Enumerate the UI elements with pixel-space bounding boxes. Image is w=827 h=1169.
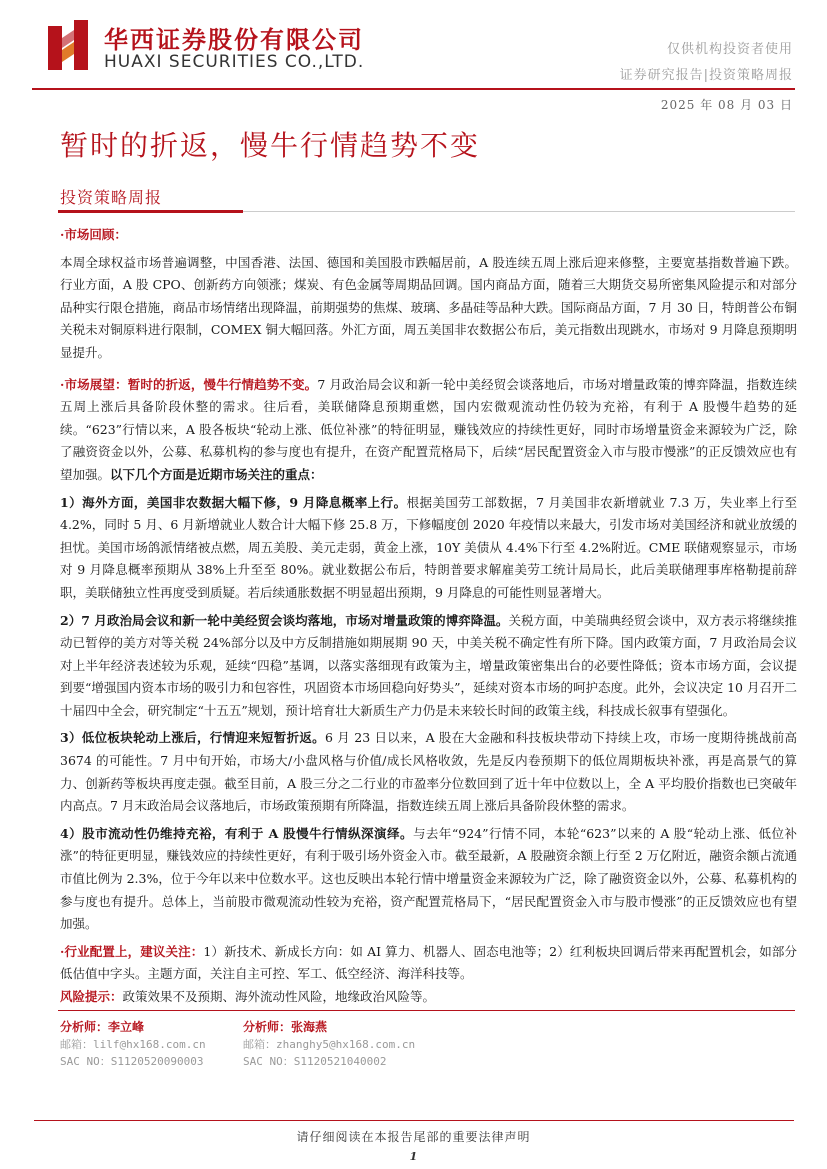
report-body bbox=[60, 224, 797, 1009]
footer-disclaimer: 请仔细阅读在本报告尾部的重要法律声明 bbox=[296, 1130, 531, 1144]
analyst-sac: SAC NO：S1120521040002 bbox=[243, 1055, 387, 1068]
point-item bbox=[60, 492, 797, 605]
company-logo bbox=[48, 20, 94, 70]
report-subtitle: 投资策略周报 bbox=[60, 188, 163, 207]
point-text: 与去年“924”行情不同，本轮“623”以来的 A 股“轮动上涨、低位补涨”的特征更明显，赚钱效应的持续性更好，有利于吸引场外资金入市。截至最新，A 股融资余额上行至 2 万亿附近，融资余额占流通市值比例为 2.3%，位于今年以来中位数水平。这也反映出本轮行情中增量资金来源较为广泛，除了融资资金以外，公募、私募机构的参与度也有提升。总体上，当前股市微观流动性较为充裕，资产配置荒格局下，“居民配置资金入市与股市慢涨”的正反馈效应也有望加强。 bbox=[60, 825, 797, 932]
point-number: 2） bbox=[60, 612, 82, 628]
point-item bbox=[60, 823, 797, 936]
analysts-divider bbox=[58, 1010, 795, 1011]
point-heading: 海外方面，美国非农数据大幅下修，9 月降息概率上行。 bbox=[82, 494, 407, 510]
analyst-name: 分析师：张海燕 bbox=[243, 1020, 328, 1034]
analyst-sac: SAC NO：S1120520090003 bbox=[60, 1055, 204, 1068]
subtitle-divider bbox=[243, 211, 795, 212]
footer-divider bbox=[34, 1120, 794, 1121]
allocation-text: 1）新技术、新成长方向：如 AI 算力、机器人、固态电池等；2）红利板块回调后带来再配置机会，如部分低估值中字头。主题方面，关注自主可控、军工、低空经济、海洋科技等。 bbox=[60, 943, 797, 982]
point-heading: 7 月政治局会议和新一轮中美经贸会谈均落地，市场对增量政策的博弈降温。 bbox=[81, 612, 509, 628]
point-number: 4） bbox=[60, 825, 83, 841]
point-number: 3） bbox=[60, 730, 82, 746]
point-heading: 低位板块轮动上涨后，行情迎来短暂折返。 bbox=[81, 730, 325, 746]
allocation-paragraph bbox=[60, 941, 797, 986]
analyst-email[interactable]: 邮箱：zhanghy5@hx168.com.cn bbox=[243, 1038, 416, 1051]
point-heading: 股市流动性仍维持充裕，有利于 A 股慢牛行情纵深演绎。 bbox=[82, 825, 413, 841]
point-item bbox=[60, 610, 797, 723]
header-divider bbox=[32, 88, 795, 90]
market-outlook-paragraph bbox=[60, 374, 797, 487]
subtitle-underline bbox=[58, 210, 243, 213]
point-text: 6 月 23 日以来，A 股在大金融和科技板块带动下持续上攻，市场一度期待挑战前高 3674 的可能性。7 月中旬开始，市场大/小盘风格与价值/成长风格收敛，先是反内卷预期下的低位周期板块补涨，再是高景气的算力、创新药等板块再度走强。截至目前，A 股三分之二行业的市盈率分位数回到了近十年中位数以上，全 A 平均股价指数也已突破年内高点。7 月末政治局会议落地后，市场政策预期有所降温，指数连续五周上涨后具备阶段休整的需求。 bbox=[60, 730, 797, 814]
point-text: 关税方面，中美瑞典经贸会谈中，双方表示将继续推动已暂停的美方对等关税 24%部分以及中方反制措施如期展期 90 天，中美关税不确定性有所下降。国内政策方面，7 月政治局会议对上半年经济表述较为乐观，延续“四稳”基调，以落实落细现有政策为主，增量政策密集出台的必要性降低；资本市场方面，会议提到要“增强国内资本市场的吸引力和包容性，巩固资本市场回稳向好势头”，延续对资本市场的呵护态度。此外，会议决定 10 月召开二十届四中全会，研究制定“十五五”规划，预计培育壮大新质生产力仍是未来较长时间的政策主线，科技成长叙事有望强化。 bbox=[60, 612, 797, 718]
risk-label: 风险提示： bbox=[60, 989, 123, 1004]
analyst-name: 分析师：李立峰 bbox=[60, 1020, 145, 1034]
market-review-paragraph: 本周全球权益市场普遍调整，中国香港、法国、德国和美国股市跌幅居前，A 股连续五周上涨后迎来修整，主要宽基指数普遍下跌。行业方面，A 股 CPO、创新药方向领涨；煤炭、有色金属等周期品回调。国内商品方面，随着三大期货交易所密集风险提示和对部分品种实行限仓措施，商品市场情绪出现降温，前期强势的焦煤、玻璃、多晶硅等品种大跌。国际商品方面，7 月 30 日，特朗普公布铜关税未对铜原料进行限制，COMEX 铜大幅回落。外汇方面，周五美国非农数据公布后，美元指数出现跳水，市场对 9 月降息预期明显提升。 bbox=[60, 254, 797, 360]
point-text: 根据美国劳工部数据，7 月美国非农新增就业 7.3 万，失业率上行至 4.2%，同时 5 月、6 月新增就业人数合计大幅下修 25.8 万，下修幅度创 2020 年疫情以来最大，引发市场对美国经济和就业放缓的担忧。美国市场鸽派情绪被点燃，周五美股、美元走弱，黄金上涨，10Y 美债从 4.4%下行至 4.2%附近。CME 联储观察显示，市场对 9 月降息概率预期从 38%上升至至 80%。就业数据公布后，特朗普要求解雇美劳工统计局局长，此后美联储理事库格勒提前辞职，美联储独立性再度受到质疑。若后续通胀数据不明显超出预期，9 月降息的可能性则显著增大。 bbox=[60, 494, 797, 600]
point-number: 1） bbox=[60, 494, 83, 510]
risk-paragraph bbox=[60, 986, 797, 1009]
analyst-email[interactable]: 邮箱：lilf@hx168.com.cn bbox=[60, 1038, 206, 1051]
company-name-en: HUAXI SECURITIES CO.,LTD. bbox=[104, 52, 365, 72]
market-review-heading bbox=[60, 224, 797, 247]
point-item bbox=[60, 727, 797, 817]
page-number: 1 bbox=[409, 1150, 418, 1163]
report-type: 证券研究报告|投资策略周报 bbox=[619, 68, 793, 83]
market-outlook-text: 7 月政治局会议和新一轮中美经贸会谈落地后，市场对增量政策的博弈降温，指数连续五周上涨后具备阶段休整的需求。往后看，美联储降息预期重燃，国内宏微观流动性仍较为充裕，有利于 A 股慢牛趋势的延续。“623”行情以来，A 股各板块“轮动上涨、低位补涨”的特征明显，赚钱效应的持续性更好，同时市场增量资金来源较为广泛，除了融资资金以外，公募、私募机构的参与度也有提升，在资产配置荒格局下，后续“居民配置资金入市与股市慢涨”的正反馈效应也有望加强。 bbox=[60, 376, 797, 482]
market-outlook-focus: 以下几个方面是近期市场关注的重点： bbox=[110, 466, 323, 482]
risk-text: 政策效果不及预期、海外流动性风险，地缘政治风险等。 bbox=[122, 989, 436, 1004]
report-title: 暂时的折返，慢牛行情趋势不变 bbox=[60, 129, 481, 162]
market-review-label: ·市场回顾： bbox=[60, 227, 127, 242]
company-name-cn: 华西证券股份有限公司 bbox=[104, 26, 364, 54]
allocation-label: ·行业配置上，建议关注： bbox=[60, 943, 204, 959]
market-outlook-label: ·市场展望：暂时的折返，慢牛行情趋势不变。 bbox=[60, 376, 318, 392]
report-date: 2025 年 08 月 03 日 bbox=[660, 98, 793, 112]
audience-note: 仅供机构投资者使用 bbox=[666, 42, 793, 57]
